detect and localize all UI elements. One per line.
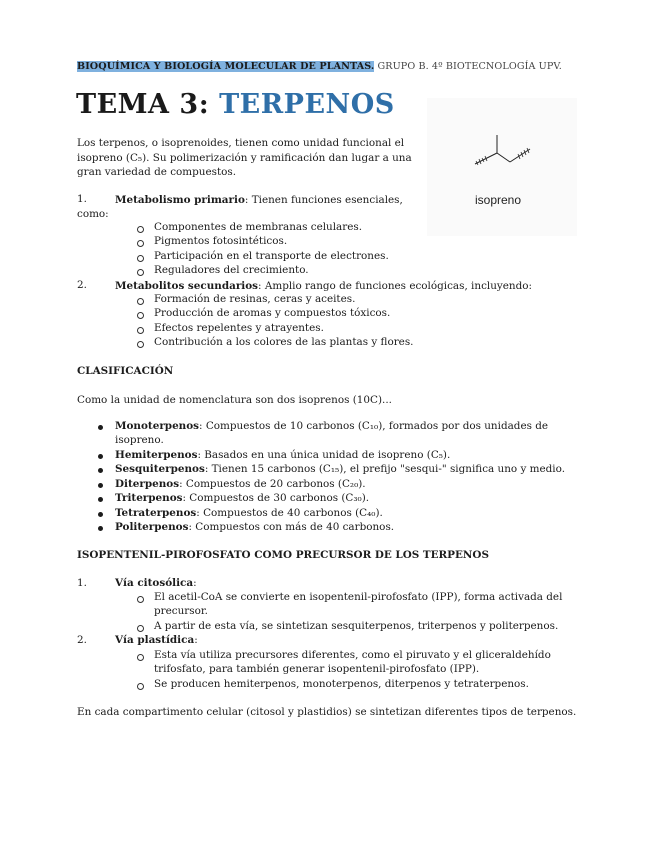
circle-bullet-icon (137, 298, 144, 305)
title-accent: TERPENOS (219, 89, 395, 120)
circle-bullet-icon (137, 596, 144, 603)
item-text: : Compuestos de 30 carbonos (C₃₀). (182, 492, 370, 504)
bullet-icon (98, 497, 103, 502)
header-course-title: BIOQUÍMICA Y BIOLOGÍA MOLECULAR DE PLANTAS. (77, 61, 375, 72)
list-item: Efectos repelentes y atrayentes. (154, 322, 324, 334)
bullet-icon (98, 454, 103, 459)
header-group: GRUPO B. 4º BIOTECNOLOGÍA UPV. (374, 61, 562, 72)
list-item (115, 449, 450, 461)
item-text: : Compuestos de 10 carbonos (C₁₀), formados por dos unidades de (199, 420, 549, 432)
list-item (115, 521, 394, 533)
list-item (115, 420, 548, 432)
circle-bullet-icon (137, 226, 144, 233)
closing-paragraph: En cada compartimento celular (citosol y plastidios) se sintetizan diferentes tipos de terpenos. (77, 706, 577, 718)
primary-metabolism-term: Metabolismo primario (115, 194, 245, 206)
colon: : (193, 577, 197, 589)
list-number: 1. (77, 577, 87, 589)
item-text: : Compuestos de 20 carbonos (C₂₀). (179, 478, 366, 490)
item-text: : Compuestos de 40 carbonos (C₄₀). (196, 507, 383, 519)
figure-caption: isopreno (475, 193, 522, 207)
list-item (115, 478, 366, 490)
page-title (76, 89, 395, 120)
circle-bullet-icon (137, 327, 144, 334)
primary-metabolism-text: : Tienen funciones esenciales, (244, 194, 403, 206)
list-item: Reguladores del crecimiento. (154, 264, 309, 276)
list-item: Contribución a los colores de las plantas y flores. (154, 336, 414, 348)
list-item: El acetil-CoA se convierte en isopentenil-pirofosfato (IPP), forma activada del (154, 591, 563, 603)
item-term: Sesquiterpenos (115, 463, 205, 475)
bullet-icon (98, 512, 103, 517)
circle-bullet-icon (137, 654, 144, 661)
secondary-metabolism-text: : Amplio rango de funciones ecológicas, incluyendo: (258, 280, 533, 292)
item-term: Tetraterpenos (115, 507, 197, 519)
list-number: 1. (77, 193, 87, 205)
item-term: Diterpenos (115, 478, 180, 490)
list-item: Participación en el transporte de electrones. (154, 250, 389, 262)
ipp-heading: ISOPENTENIL-PIROFOSFATO COMO PRECURSOR DE LOS TERPENOS (77, 549, 489, 561)
circle-bullet-icon (137, 341, 144, 348)
bullet-icon (98, 483, 103, 488)
list-item-cont: trifosfato, para también generar isopentenil-pirofosfato (IPP). (154, 663, 480, 675)
circle-bullet-icon (137, 683, 144, 690)
circle-bullet-icon (137, 625, 144, 632)
item-term: Politerpenos (115, 521, 189, 533)
colon: : (194, 634, 198, 646)
title-prefix: TEMA 3: (76, 89, 220, 120)
route-plastidic-term: Vía plastídica (115, 634, 195, 646)
route-plastidic-line (115, 634, 198, 646)
item-text: : Basados en una única unidad de isopreno (C₅). (197, 449, 451, 461)
secondary-metabolism-term: Metabolitos secundarios (115, 280, 259, 292)
list-item (115, 507, 383, 519)
list-item: Componentes de membranas celulares. (154, 221, 363, 233)
list-item: A partir de esta vía, se sintetizan sesquiterpenos, triterpenos y politerpenos. (154, 620, 559, 632)
list-item: Pigmentos fotosintéticos. (154, 235, 288, 247)
route-cytosolic-term: Vía citosólica (115, 577, 194, 589)
circle-bullet-icon (137, 312, 144, 319)
list-item (115, 492, 369, 504)
list-number: 2. (77, 634, 87, 646)
item-text: : Tienen 15 carbonos (C₁₅), el prefijo "sesqui-" significa uno y medio. (204, 463, 566, 475)
circle-bullet-icon (137, 255, 144, 262)
primary-metabolism-line (115, 193, 403, 208)
document-header (77, 61, 562, 72)
list-number: 2. (77, 279, 87, 291)
list-item: Se producen hemiterpenos, monoterpenos, diterpenos y tetraterpenos. (154, 678, 529, 690)
route-cytosolic-line (115, 577, 197, 589)
item-text: : Compuestos con más de 40 carbonos. (188, 521, 395, 533)
isoprene-figure (427, 98, 577, 236)
list-item-cont: isopreno. (115, 434, 164, 446)
item-term: Triterpenos (115, 492, 183, 504)
isoprene-structure-icon (427, 98, 577, 236)
bullet-icon (98, 526, 103, 531)
classification-intro: Como la unidad de nomenclatura son dos isoprenos (10C)... (77, 394, 392, 406)
list-item: Formación de resinas, ceras y aceites. (154, 293, 356, 305)
bullet-icon (98, 425, 103, 430)
list-item: Esta vía utiliza precursores diferentes, como el piruvato y el gliceraldehído (154, 649, 551, 661)
circle-bullet-icon (137, 240, 144, 247)
intro-paragraph: Los terpenos, o isoprenoides, tienen como unidad funcional el isopreno (C₅). Su polimerización y ramificación dan lugar a una gran variedad de compuestos. (77, 137, 412, 179)
classification-heading: CLASIFICACIÓN (77, 365, 174, 377)
list-item-cont: precursor. (154, 605, 208, 617)
circle-bullet-icon (137, 269, 144, 276)
primary-metabolism-text-cont: como: (77, 208, 109, 220)
list-item: Producción de aromas y compuestos tóxicos. (154, 307, 391, 319)
list-item (115, 463, 565, 475)
item-term: Hemiterpenos (115, 449, 198, 461)
secondary-metabolism-line (115, 279, 532, 294)
item-term: Monoterpenos (115, 420, 200, 432)
bullet-icon (98, 468, 103, 473)
